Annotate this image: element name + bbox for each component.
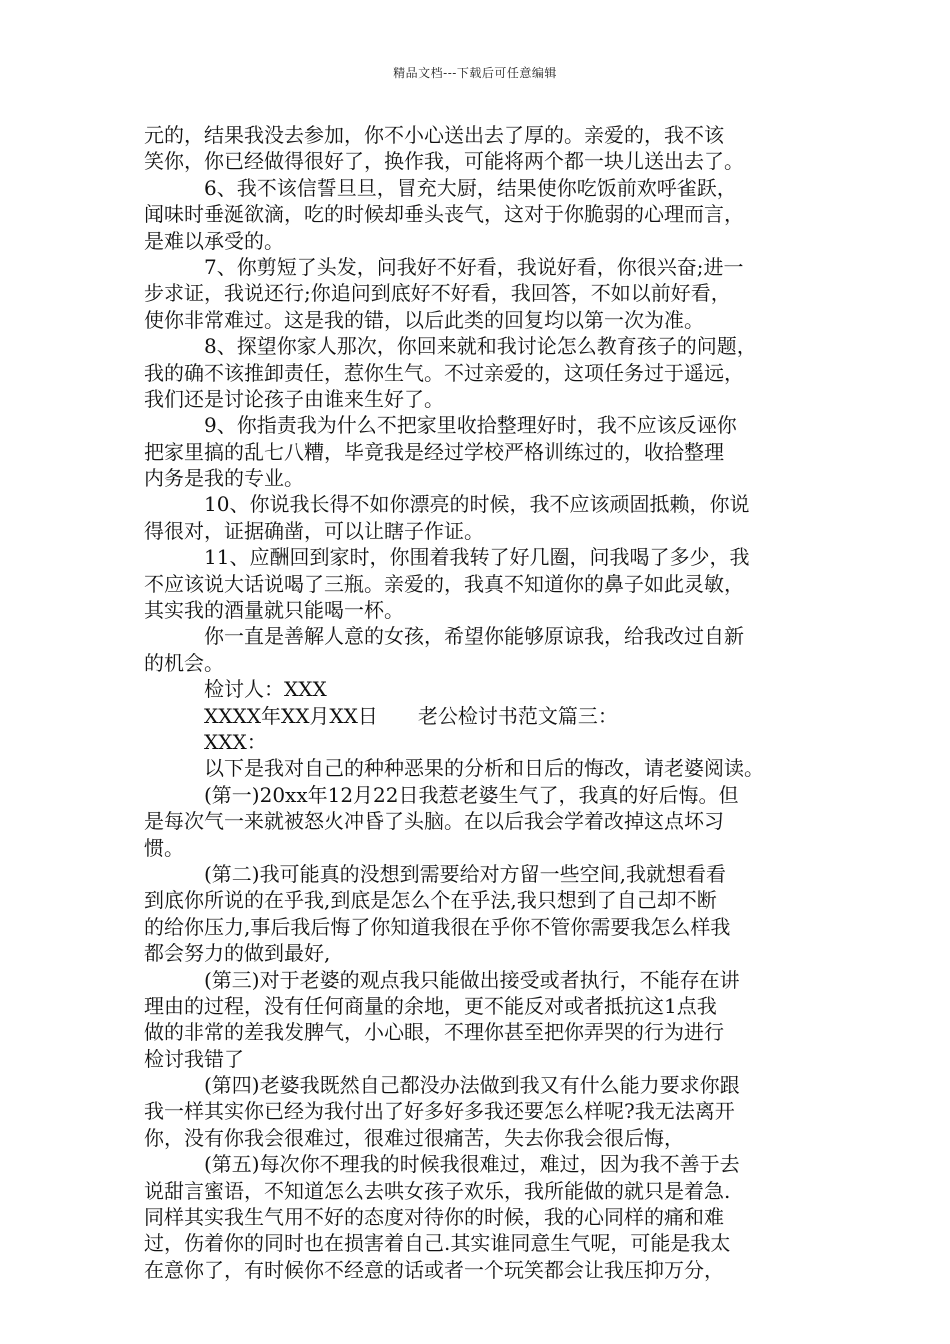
text-line	[144, 1204, 820, 1230]
text-line-content: 7、你剪短了头发，问我好不好看，我说好看，你很兴奋;进一	[204, 254, 744, 279]
text-line-content: XXX：	[204, 729, 267, 754]
text-line	[144, 782, 820, 808]
text-line-content: 在意你了，有时候你不经意的话或者一个玩笑都会让我压抑万分，	[144, 1257, 724, 1282]
text-line	[144, 676, 820, 702]
text-line	[144, 307, 820, 333]
text-line-content: 我们还是讨论孩子由谁来生好了。	[144, 386, 444, 411]
text-line-content: 检讨我错了	[144, 1046, 244, 1071]
text-line	[144, 465, 820, 491]
text-line	[144, 491, 820, 517]
text-line-content: 笑你，你已经做得很好了，换作我，可能将两个都一块儿送出去了。	[144, 149, 744, 174]
text-line	[144, 940, 820, 966]
text-line	[144, 650, 820, 676]
text-line-content: 11、应酬回到家时，你围着我转了好几圈，问我喝了多少，我	[204, 545, 750, 570]
text-line	[144, 1046, 820, 1072]
text-line	[144, 729, 820, 755]
text-line	[144, 1072, 820, 1098]
text-line	[144, 201, 820, 227]
text-line-content: 是每次气一来就被怒火冲昏了头脑。在以后我会学着改掉这点坏习	[144, 809, 724, 834]
text-line-content: 元的，结果我没去参加，你不小心送出去了厚的。亲爱的，我不该	[144, 123, 724, 147]
text-line	[144, 861, 820, 887]
text-line-content: 以下是我对自己的种种恶果的分析和日后的悔改，请老婆阅读。	[204, 756, 764, 781]
text-line	[144, 1230, 820, 1256]
text-line	[144, 914, 820, 940]
text-line-content: 到底你所说的在乎我,到底是怎么个在乎法,我只想到了自己却不断	[144, 888, 717, 913]
text-line	[144, 518, 820, 544]
text-line	[144, 835, 820, 861]
text-line	[144, 1125, 820, 1151]
text-line-content: 得很对，证据确凿，可以让瞎子作证。	[144, 518, 484, 543]
text-line-content: 10、你说我长得不如你漂亮的时候，我不应该顽固抵赖，你说	[204, 492, 750, 517]
text-line	[144, 993, 820, 1019]
text-line-content: (第二)我可能真的没想到需要给对方留一些空间,我就想看看	[204, 861, 726, 886]
text-line	[144, 280, 820, 306]
text-line	[144, 254, 820, 280]
text-line	[144, 703, 820, 729]
text-line-content: 同样其实我生气用不好的态度对待你的时候，我的心同样的痛和难	[144, 1205, 724, 1230]
text-line-content: (第三)对于老婆的观点我只能做出接受或者执行，不能存在讲	[204, 967, 740, 992]
text-line-content: 8、探望你家人那次，你回来就和我讨论怎么教育孩子的问题，	[204, 334, 757, 359]
text-line-content: 你，没有你我会很难过，很难过很痛苦，失去你我会很后悔，	[144, 1125, 684, 1150]
text-line	[144, 597, 820, 623]
text-line-content: 使你非常难过。这是我的错，以后此类的回复均以第一次为准。	[144, 307, 704, 332]
text-line-content: 9、你指责我为什么不把家里收拾整理好时，我不应该反诬你	[204, 413, 737, 438]
text-line	[144, 755, 820, 781]
text-line-content: 的机会。	[144, 650, 224, 675]
text-line	[144, 175, 820, 201]
text-line	[144, 1019, 820, 1045]
text-line-content: 检讨人：XXX	[204, 677, 327, 702]
text-line	[144, 1151, 820, 1177]
text-line-content: 闻味时垂涎欲滴，吃的时候却垂头丧气，这对于你脆弱的心理而言，	[144, 202, 744, 227]
text-line-content: 是难以承受的。	[144, 228, 284, 253]
text-line	[144, 967, 820, 993]
text-line	[144, 1178, 820, 1204]
text-line-content: (第一)20xx年12月22日我惹老婆生气了，我真的好后悔。但	[204, 782, 739, 807]
text-line	[144, 1257, 820, 1283]
text-line-content: 内务是我的专业。	[144, 466, 304, 491]
text-line-content: 把家里搞的乱七八糟，毕竟我是经过学校严格训练过的，收拾整理	[144, 439, 724, 464]
text-line	[144, 623, 820, 649]
text-line-content: 我的确不该推卸责任，惹你生气。不过亲爱的，这项任务过于遥远，	[144, 360, 744, 385]
text-line-content: 6、我不该信誓旦旦，冒充大厨，结果使你吃饭前欢呼雀跃，	[204, 175, 737, 200]
text-line-content: 步求证，我说还行;你追问到底好不好看，我回答，不如以前好看，	[144, 281, 731, 306]
text-line-content: 你一直是善解人意的女孩，希望你能够原谅我，给我改过自新	[204, 624, 744, 649]
text-line-content: 的给你压力,事后我后悔了你知道我很在乎你不管你需要我怎么样我	[144, 914, 731, 939]
text-line	[144, 808, 820, 834]
text-line	[144, 887, 820, 913]
text-line	[144, 333, 820, 359]
text-line-content: 做的非常的差我发脾气，小心眼，不理你甚至把你弄哭的行为进行	[144, 1020, 724, 1045]
text-line	[144, 412, 820, 438]
text-line	[144, 148, 820, 174]
text-line	[144, 1098, 820, 1124]
text-line-content: 理由的过程，没有任何商量的余地，更不能反对或者抵抗这1点我	[144, 993, 717, 1018]
text-line-content: (第四)老婆我既然自己都没办法做到我又有什么能力要求你跟	[204, 1073, 740, 1098]
text-line-content: 惯。	[144, 835, 184, 860]
text-line	[144, 544, 820, 570]
text-line-content: 说甜言蜜语，不知道怎么去哄女孩子欢乐，我所能做的就只是着急.	[144, 1178, 731, 1203]
text-line-content: XXXX年XX月XX日 老公检讨书范文篇三：	[204, 703, 618, 728]
text-line-content: (第五)每次你不理我的时候我很难过，难过，因为我不善于去	[204, 1152, 740, 1177]
text-line	[144, 439, 820, 465]
text-line-content: 我一样其实你已经为我付出了好多好多我还要怎么样呢?我无法离开	[144, 1099, 735, 1124]
text-line	[144, 571, 820, 597]
text-line-content: 其实我的酒量就只能喝一杯。	[144, 598, 404, 623]
document-body	[144, 122, 820, 1283]
text-line	[144, 122, 820, 148]
text-line-content: 过，伤着你的同时也在损害着自己.其实谁同意生气呢，可能是我太	[144, 1231, 731, 1256]
text-line-content: 不应该说大话说喝了三瓶。亲爱的，我真不知道你的鼻子如此灵敏，	[144, 571, 744, 596]
text-line-content: 都会努力的做到最好,	[144, 941, 331, 966]
text-line	[144, 386, 820, 412]
page-header: 精品文档---下载后可任意编辑	[393, 66, 557, 80]
text-line	[144, 360, 820, 386]
text-line	[144, 228, 820, 254]
